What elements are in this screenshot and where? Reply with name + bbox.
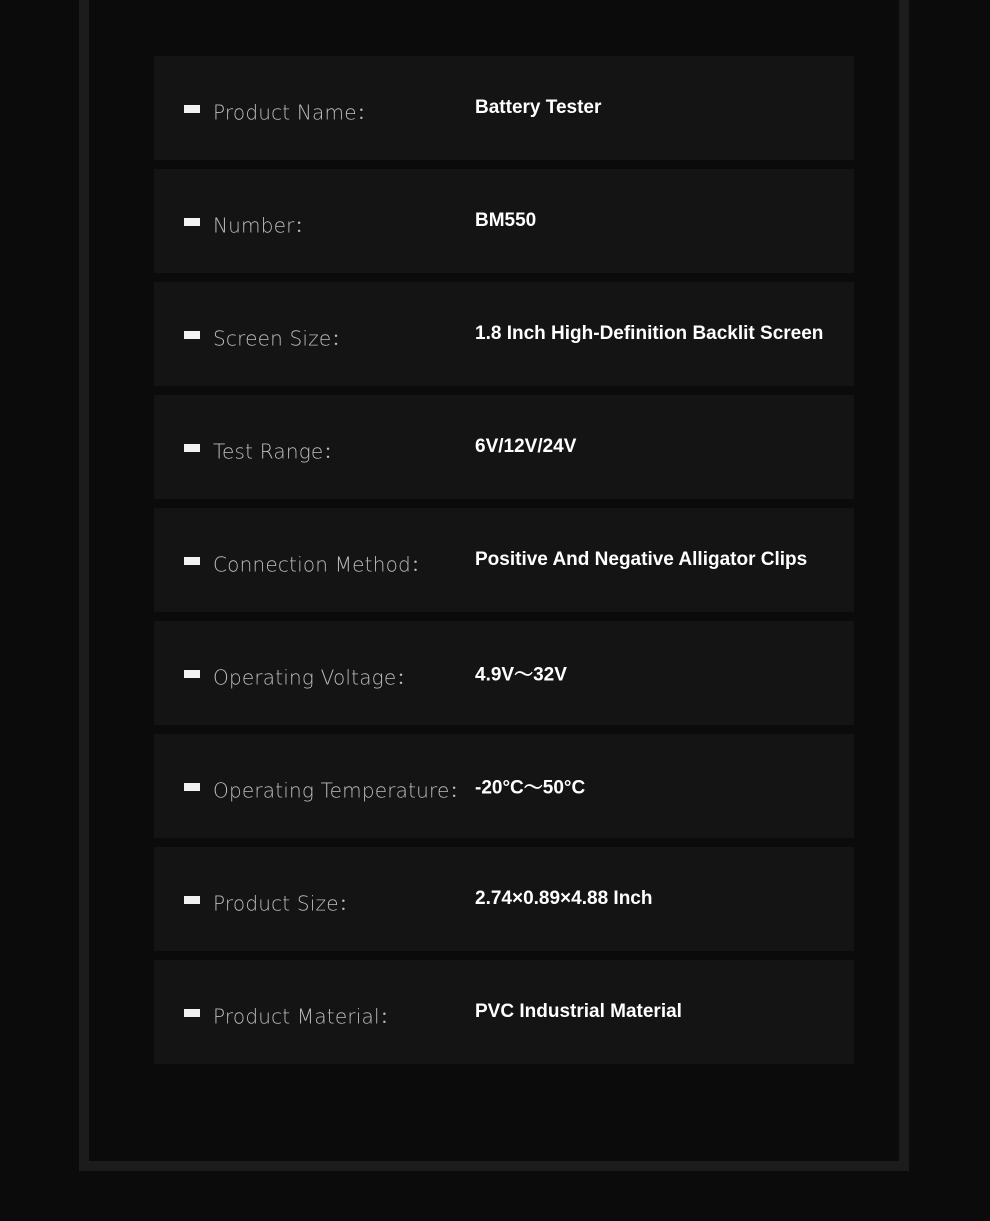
- spec-row-connection-method: [154, 508, 854, 612]
- spec-label: Number：: [213, 213, 315, 238]
- spec-list: [154, 56, 854, 1073]
- spec-value: 4.9V～32V: [475, 664, 567, 686]
- spec-row-test-range: [154, 395, 854, 499]
- spec-row-screen-size: [154, 282, 854, 386]
- bullet-icon: [184, 1009, 200, 1017]
- spec-label: Screen Size：: [213, 326, 352, 351]
- spec-value: 6V/12V/24V: [475, 436, 577, 457]
- spec-value: 1.8 Inch High-Definition Backlit Screen: [475, 323, 824, 344]
- spec-row-operating-voltage: [154, 621, 854, 725]
- spec-row-product-material: [154, 960, 854, 1064]
- spec-row-number: [154, 169, 854, 273]
- spec-label: Product Name：: [213, 100, 377, 125]
- spec-label: Product Material：: [213, 1004, 400, 1029]
- bullet-icon: [184, 783, 200, 791]
- spec-label: Operating Voltage：: [213, 665, 417, 690]
- spec-row-operating-temperature: [154, 734, 854, 838]
- spec-label: Connection Method：: [213, 552, 432, 577]
- bullet-icon: [184, 557, 200, 565]
- spec-label: Test Range：: [213, 439, 344, 464]
- bullet-icon: [184, 218, 200, 226]
- bullet-icon: [184, 670, 200, 678]
- spec-value: BM550: [475, 210, 537, 231]
- bullet-icon: [184, 331, 200, 339]
- spec-row-product-size: [154, 847, 854, 951]
- bullet-icon: [184, 105, 200, 113]
- spec-value: PVC Industrial Material: [475, 1001, 682, 1022]
- spec-frame: [79, 0, 909, 1171]
- spec-label: Product Size：: [213, 891, 359, 916]
- bullet-icon: [184, 896, 200, 904]
- spec-frame-inner: [89, 0, 899, 1161]
- bullet-icon: [184, 444, 200, 452]
- spec-label: Operating Temperature：: [213, 778, 470, 803]
- spec-row-product-name: [154, 56, 854, 160]
- spec-value: 2.74×0.89×4.88 Inch: [475, 888, 653, 909]
- spec-value: Battery Tester: [475, 97, 602, 118]
- spec-value: -20°C～50°C: [475, 777, 586, 799]
- spec-value: Positive And Negative Alligator Clips: [475, 549, 808, 570]
